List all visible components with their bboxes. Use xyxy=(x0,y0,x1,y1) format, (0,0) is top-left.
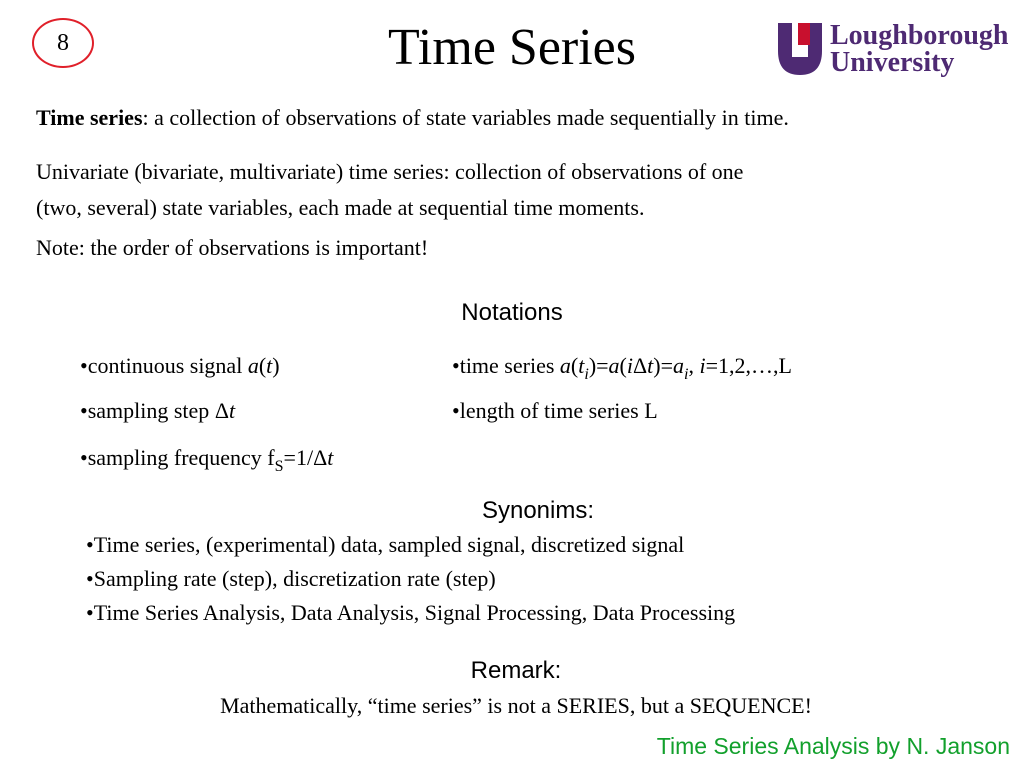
slide-number: 8 xyxy=(57,29,69,56)
notation-length: •length of time series L xyxy=(452,398,658,423)
notation-sampling-frequency: •sampling frequency $f_S=1/\Delta t$ xyxy=(80,445,334,475)
definition-term: Time series xyxy=(36,105,143,130)
logo-line-2: University xyxy=(830,47,955,78)
synonims-heading: Synonims: xyxy=(481,497,595,524)
remark-heading: Remark: xyxy=(470,657,562,684)
note-paragraph: Note: the order of observations is important! xyxy=(36,235,429,260)
remark-text: Mathematically, “time series” is not a SERIES, but a SEQUENCE! xyxy=(220,693,812,718)
university-shield-icon xyxy=(776,21,824,77)
univariate-paragraph xyxy=(36,154,966,226)
notation-continuous-signal: •continuous signal a(t) xyxy=(80,353,280,378)
slide-title: Time Series xyxy=(388,19,636,76)
footer-credit: Time Series Analysis by N. Janson xyxy=(656,733,1010,759)
synonim-item: •Time series, (experimental) data, sampled signal, discretized signal xyxy=(86,532,685,557)
notations-heading: Notations xyxy=(461,299,563,326)
univariate-line-1: Univariate (bivariate, multivariate) time series: collection of observations of one xyxy=(36,159,744,184)
univariate-line-2: (two, several) state variables, each made at sequential time moments. xyxy=(36,195,645,220)
definition-paragraph xyxy=(36,100,996,136)
notation-sampling-step: •sampling step Δt xyxy=(80,398,236,423)
logo-line-1: Loughborough xyxy=(830,20,1009,51)
synonim-item: •Time Series Analysis, Data Analysis, Signal Processing, Data Processing xyxy=(86,600,736,625)
notation-time-series: •time series $a(t_i)=a(i\Delta t)=a_i$, i=1,2,…,L xyxy=(452,353,792,383)
university-logo xyxy=(776,18,1008,80)
definition-text: : a collection of observations of state variables made sequentially in time. xyxy=(142,105,789,130)
synonim-item: •Sampling rate (step), discretization rate (step) xyxy=(86,566,496,591)
